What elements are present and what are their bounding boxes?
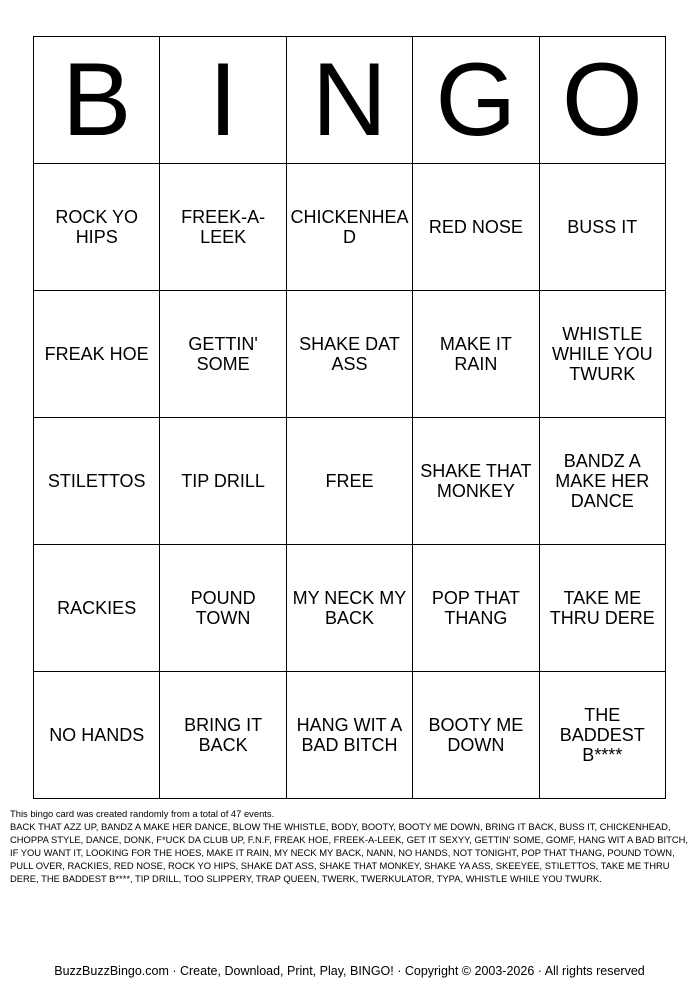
bingo-header-letter: I — [160, 37, 286, 164]
bingo-cell: BOOTY ME DOWN — [413, 672, 539, 799]
bingo-cell: NO HANDS — [34, 672, 160, 799]
bingo-cell: GETTIN' SOME — [160, 291, 286, 418]
bingo-cell: POP THAT THANG — [413, 545, 539, 672]
bingo-cell: BUSS IT — [539, 164, 665, 291]
bingo-cell: SHAKE THAT MONKEY — [413, 418, 539, 545]
card-note — [10, 807, 690, 885]
bingo-cell: ROCK YO HIPS — [34, 164, 160, 291]
bingo-row — [34, 291, 666, 418]
bingo-cell: BANDZ A MAKE HER DANCE — [539, 418, 665, 545]
bingo-cell: BRING IT BACK — [160, 672, 286, 799]
bingo-row — [34, 164, 666, 291]
bingo-cell: TAKE ME THRU DERE — [539, 545, 665, 672]
bingo-row — [34, 545, 666, 672]
bingo-header-letter: N — [286, 37, 412, 164]
bingo-card — [33, 36, 666, 799]
page-footer: BuzzBuzzBingo.com · Create, Download, Print, Play, BINGO! · Copyright © 2003-2026 · All rights reserved — [54, 964, 645, 978]
bingo-header-letter: G — [413, 37, 539, 164]
bingo-cell: FREEK-A-LEEK — [160, 164, 286, 291]
bingo-cell: TIP DRILL — [160, 418, 286, 545]
bingo-header-letter: O — [539, 37, 665, 164]
bingo-cell: WHISTLE WHILE YOU TWURK — [539, 291, 665, 418]
bingo-cell: CHICKENHEAD — [286, 164, 412, 291]
bingo-cell: FREAK HOE — [34, 291, 160, 418]
card-note-events: BACK THAT AZZ UP, BANDZ A MAKE HER DANCE, BLOW THE WHISTLE, BODY, BOOTY, BOOTY ME DOWN, BRING IT BACK, BUSS IT, CHICKENHEAD, CHOPPA STYLE, DANCE, DONK, F*UCK DA CLUB UP, F.N.F, FREAK HOE, FREEK-A-LEEK, GET IT SEXYY, GETTIN' SOME, GOMF, HANG WIT A BAD BITCH, IF YOU WANT IT, LOOKING FOR THE HOES, MAKE IT RAIN, MY NECK MY BACK, NANN, NO HANDS, NOT TONIGHT, POP THAT THANG, POUND TOWN, PULL OVER, RACKIES, RED NOSE, ROCK YO HIPS, SHAKE DAT ASS, SHAKE THAT MONKEY, SHAKE YA ASS, SKEEYEE, STILETTOS, TAKE ME THRU DERE, THE BADDEST B****, TIP DRILL, TOO SLIPPERY, TRAP QUEEN, TWERK, TWERKULATOR, TYPA, WHISTLE WHILE YOU TWURK. — [10, 821, 688, 884]
bingo-cell: RED NOSE — [413, 164, 539, 291]
bingo-cell: SHAKE DAT ASS — [286, 291, 412, 418]
bingo-header-letter: B — [34, 37, 160, 164]
bingo-cell: MAKE IT RAIN — [413, 291, 539, 418]
bingo-cell: MY NECK MY BACK — [286, 545, 412, 672]
bingo-cell: STILETTOS — [34, 418, 160, 545]
bingo-cell: RACKIES — [34, 545, 160, 672]
bingo-header-row — [34, 37, 666, 164]
bingo-cell: THE BADDEST B**** — [539, 672, 665, 799]
bingo-cell: HANG WIT A BAD BITCH — [286, 672, 412, 799]
bingo-row — [34, 672, 666, 799]
bingo-free-cell: FREE — [286, 418, 412, 545]
bingo-row — [34, 418, 666, 545]
bingo-cell: POUND TOWN — [160, 545, 286, 672]
card-note-intro: This bingo card was created randomly from a total of 47 events. — [10, 808, 275, 819]
